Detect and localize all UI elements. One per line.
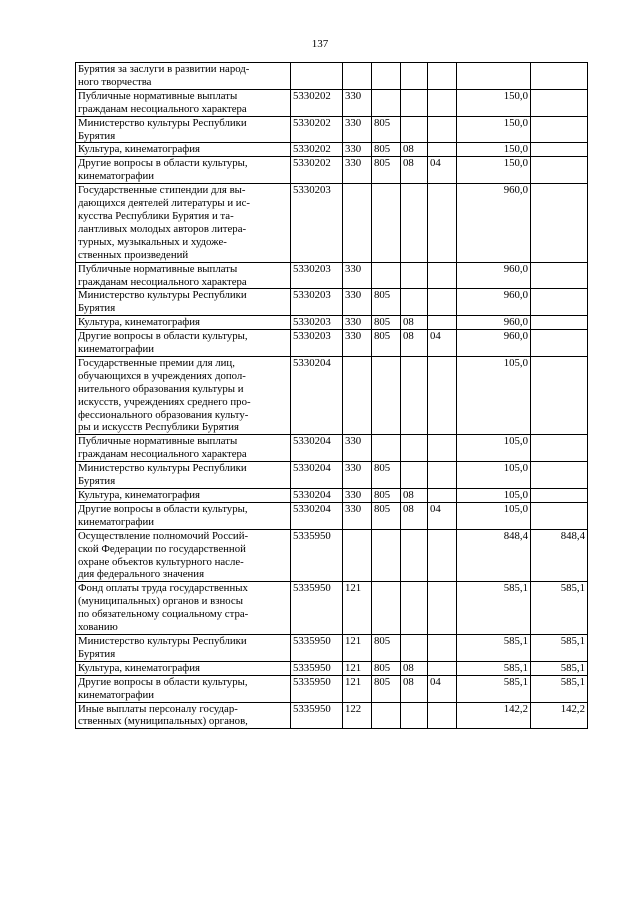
cell-amount-federal (531, 435, 588, 462)
cell-amount-total: 105,0 (457, 462, 531, 489)
cell-amount-total: 105,0 (457, 435, 531, 462)
cell-section (401, 582, 428, 635)
cell-name: Публичные нормативные выплаты гражданам несоциального характера (76, 89, 291, 116)
cell-department (372, 702, 401, 729)
cell-amount-federal (531, 116, 588, 143)
cell-subsection (428, 462, 457, 489)
cell-name: Другие вопросы в области культуры, кинематографии (76, 502, 291, 529)
cell-section (401, 289, 428, 316)
cell-amount-federal (531, 289, 588, 316)
cell-department (372, 356, 401, 434)
cell-department (372, 63, 401, 90)
cell-amount-total: 105,0 (457, 489, 531, 503)
cell-target-code: 5330204 (291, 435, 343, 462)
cell-subsection: 04 (428, 330, 457, 357)
table-row (76, 634, 588, 661)
cell-expense-type: 330 (343, 462, 372, 489)
cell-department: 805 (372, 634, 401, 661)
page-number: 137 (311, 38, 329, 50)
cell-amount-federal: 848,4 (531, 529, 588, 582)
cell-amount-federal (531, 63, 588, 90)
table-row (76, 262, 588, 289)
cell-name: Публичные нормативные выплаты гражданам несоциального характера (76, 435, 291, 462)
cell-target-code: 5330204 (291, 356, 343, 434)
cell-amount-total: 960,0 (457, 289, 531, 316)
cell-section (401, 262, 428, 289)
cell-subsection (428, 529, 457, 582)
cell-amount-total: 585,1 (457, 675, 531, 702)
cell-target-code: 5330202 (291, 143, 343, 157)
cell-amount-total: 585,1 (457, 661, 531, 675)
cell-department: 805 (372, 330, 401, 357)
cell-expense-type (343, 356, 372, 434)
cell-name: Министерство культуры Республики Бурятия (76, 289, 291, 316)
cell-section (401, 634, 428, 661)
cell-section: 08 (401, 661, 428, 675)
cell-name: Министерство культуры Республики Бурятия (76, 634, 291, 661)
cell-department: 805 (372, 289, 401, 316)
cell-expense-type (343, 184, 372, 262)
cell-amount-federal: 142,2 (531, 702, 588, 729)
cell-amount-federal: 585,1 (531, 634, 588, 661)
cell-name: Культура, кинематография (76, 143, 291, 157)
cell-amount-federal (531, 262, 588, 289)
cell-department: 805 (372, 489, 401, 503)
table-row (76, 143, 588, 157)
cell-section: 08 (401, 675, 428, 702)
cell-name: Министерство культуры Республики Бурятия (76, 462, 291, 489)
cell-expense-type: 330 (343, 157, 372, 184)
table-row (76, 89, 588, 116)
cell-section: 08 (401, 143, 428, 157)
cell-expense-type: 330 (343, 316, 372, 330)
cell-amount-total: 150,0 (457, 157, 531, 184)
cell-target-code: 5330203 (291, 330, 343, 357)
cell-department: 805 (372, 462, 401, 489)
cell-subsection (428, 435, 457, 462)
table-row (76, 489, 588, 503)
cell-section (401, 356, 428, 434)
cell-name: Публичные нормативные выплаты гражданам несоциального характера (76, 262, 291, 289)
cell-amount-federal (531, 502, 588, 529)
cell-section (401, 462, 428, 489)
cell-name: Министерство культуры Республики Бурятия (76, 116, 291, 143)
cell-target-code: 5335950 (291, 702, 343, 729)
cell-section (401, 529, 428, 582)
cell-subsection (428, 116, 457, 143)
cell-subsection (428, 316, 457, 330)
cell-section (401, 435, 428, 462)
cell-target-code: 5335950 (291, 661, 343, 675)
cell-amount-federal (531, 316, 588, 330)
cell-amount-federal (531, 356, 588, 434)
cell-expense-type: 330 (343, 435, 372, 462)
cell-subsection (428, 634, 457, 661)
cell-amount-federal (531, 489, 588, 503)
cell-target-code: 5330202 (291, 89, 343, 116)
cell-subsection (428, 702, 457, 729)
cell-section: 08 (401, 489, 428, 503)
cell-amount-total: 960,0 (457, 330, 531, 357)
cell-subsection (428, 356, 457, 434)
cell-expense-type: 121 (343, 582, 372, 635)
cell-subsection (428, 143, 457, 157)
cell-name: Культура, кинематография (76, 316, 291, 330)
cell-section (401, 184, 428, 262)
budget-table (75, 62, 588, 729)
cell-department (372, 529, 401, 582)
table-row (76, 462, 588, 489)
cell-amount-federal: 585,1 (531, 582, 588, 635)
cell-department (372, 582, 401, 635)
cell-target-code: 5330203 (291, 289, 343, 316)
cell-amount-federal (531, 89, 588, 116)
cell-name: Культура, кинематография (76, 661, 291, 675)
cell-target-code: 5330204 (291, 502, 343, 529)
cell-subsection (428, 184, 457, 262)
cell-amount-total: 960,0 (457, 262, 531, 289)
cell-department: 805 (372, 316, 401, 330)
table-row (76, 289, 588, 316)
cell-expense-type: 121 (343, 634, 372, 661)
cell-target-code: 5335950 (291, 634, 343, 661)
cell-expense-type: 121 (343, 661, 372, 675)
cell-amount-total: 150,0 (457, 89, 531, 116)
cell-amount-federal: 585,1 (531, 661, 588, 675)
cell-amount-total: 105,0 (457, 356, 531, 434)
cell-expense-type: 330 (343, 489, 372, 503)
cell-amount-total: 960,0 (457, 184, 531, 262)
cell-department (372, 89, 401, 116)
cell-department: 805 (372, 116, 401, 143)
cell-amount-federal (531, 157, 588, 184)
cell-expense-type: 330 (343, 502, 372, 529)
cell-section (401, 89, 428, 116)
cell-target-code: 5330204 (291, 462, 343, 489)
table-row (76, 582, 588, 635)
cell-expense-type: 122 (343, 702, 372, 729)
cell-expense-type: 330 (343, 330, 372, 357)
table-row (76, 330, 588, 357)
table-row (76, 661, 588, 675)
cell-subsection (428, 582, 457, 635)
cell-department (372, 184, 401, 262)
cell-expense-type (343, 529, 372, 582)
cell-target-code: 5330202 (291, 116, 343, 143)
cell-subsection (428, 63, 457, 90)
cell-expense-type (343, 63, 372, 90)
cell-expense-type: 330 (343, 262, 372, 289)
cell-section: 08 (401, 502, 428, 529)
cell-subsection: 04 (428, 157, 457, 184)
cell-amount-federal (531, 143, 588, 157)
cell-target-code: 5330202 (291, 157, 343, 184)
cell-amount-federal: 585,1 (531, 675, 588, 702)
table-row (76, 529, 588, 582)
cell-department: 805 (372, 661, 401, 675)
cell-department (372, 435, 401, 462)
cell-amount-total: 150,0 (457, 143, 531, 157)
cell-expense-type: 330 (343, 116, 372, 143)
cell-section: 08 (401, 316, 428, 330)
cell-section (401, 116, 428, 143)
table-row (76, 502, 588, 529)
cell-department: 805 (372, 675, 401, 702)
cell-name: Государственные премии для лиц, обучающихся в учреждениях допол- нительного образования культуры и искусств, учреждениях среднего про- фессионального образования культу- ры и искусств Республики Бурятия (76, 356, 291, 434)
cell-section: 08 (401, 157, 428, 184)
cell-section (401, 702, 428, 729)
cell-expense-type: 330 (343, 89, 372, 116)
cell-amount-total: 585,1 (457, 582, 531, 635)
cell-target-code: 5335950 (291, 529, 343, 582)
cell-name: Культура, кинематография (76, 489, 291, 503)
cell-amount-total: 142,2 (457, 702, 531, 729)
table-row (76, 702, 588, 729)
cell-name: Иные выплаты персоналу государ- ственных (муниципальных) органов, (76, 702, 291, 729)
table-row (76, 316, 588, 330)
cell-department (372, 262, 401, 289)
table-row (76, 157, 588, 184)
cell-amount-total: 105,0 (457, 502, 531, 529)
cell-amount-total (457, 63, 531, 90)
cell-target-code: 5335950 (291, 582, 343, 635)
table-row (76, 63, 588, 90)
table-row (76, 356, 588, 434)
cell-target-code: 5330203 (291, 262, 343, 289)
cell-amount-federal (531, 184, 588, 262)
cell-amount-total: 585,1 (457, 634, 531, 661)
table-row (76, 435, 588, 462)
cell-target-code: 5330204 (291, 489, 343, 503)
cell-name: Другие вопросы в области культуры, кинематографии (76, 157, 291, 184)
cell-amount-federal (531, 330, 588, 357)
cell-expense-type: 121 (343, 675, 372, 702)
cell-subsection (428, 262, 457, 289)
cell-target-code (291, 63, 343, 90)
cell-amount-total: 960,0 (457, 316, 531, 330)
cell-department: 805 (372, 502, 401, 529)
cell-name: Осуществление полномочий Россий- ской Федерации по государственной охране объектов культурного насле- дия федерального значения (76, 529, 291, 582)
cell-department: 805 (372, 143, 401, 157)
cell-name: Другие вопросы в области культуры, кинематографии (76, 675, 291, 702)
cell-section (401, 63, 428, 90)
cell-name: Бурятия за заслуги в развитии народ- ного творчества (76, 63, 291, 90)
cell-target-code: 5335950 (291, 675, 343, 702)
cell-department: 805 (372, 157, 401, 184)
cell-subsection (428, 89, 457, 116)
cell-subsection (428, 289, 457, 316)
cell-expense-type: 330 (343, 143, 372, 157)
cell-amount-total: 150,0 (457, 116, 531, 143)
cell-target-code: 5330203 (291, 316, 343, 330)
cell-subsection (428, 489, 457, 503)
cell-subsection: 04 (428, 502, 457, 529)
cell-name: Фонд оплаты труда государственных (муниципальных) органов и взносы по обязательному социальному стра- хованию (76, 582, 291, 635)
cell-name: Другие вопросы в области культуры, кинематографии (76, 330, 291, 357)
cell-section: 08 (401, 330, 428, 357)
cell-name: Государственные стипендии для вы- дающихся деятелей литературы и ис- кусства Республики Бурятия и та- лантливых молодых авторов литера- турных, музыкальных и художе- ственных произведений (76, 184, 291, 262)
table-row (76, 675, 588, 702)
cell-amount-federal (531, 462, 588, 489)
cell-subsection: 04 (428, 675, 457, 702)
cell-target-code: 5330203 (291, 184, 343, 262)
cell-subsection (428, 661, 457, 675)
cell-amount-total: 848,4 (457, 529, 531, 582)
table-row (76, 116, 588, 143)
cell-expense-type: 330 (343, 289, 372, 316)
table-row (76, 184, 588, 262)
